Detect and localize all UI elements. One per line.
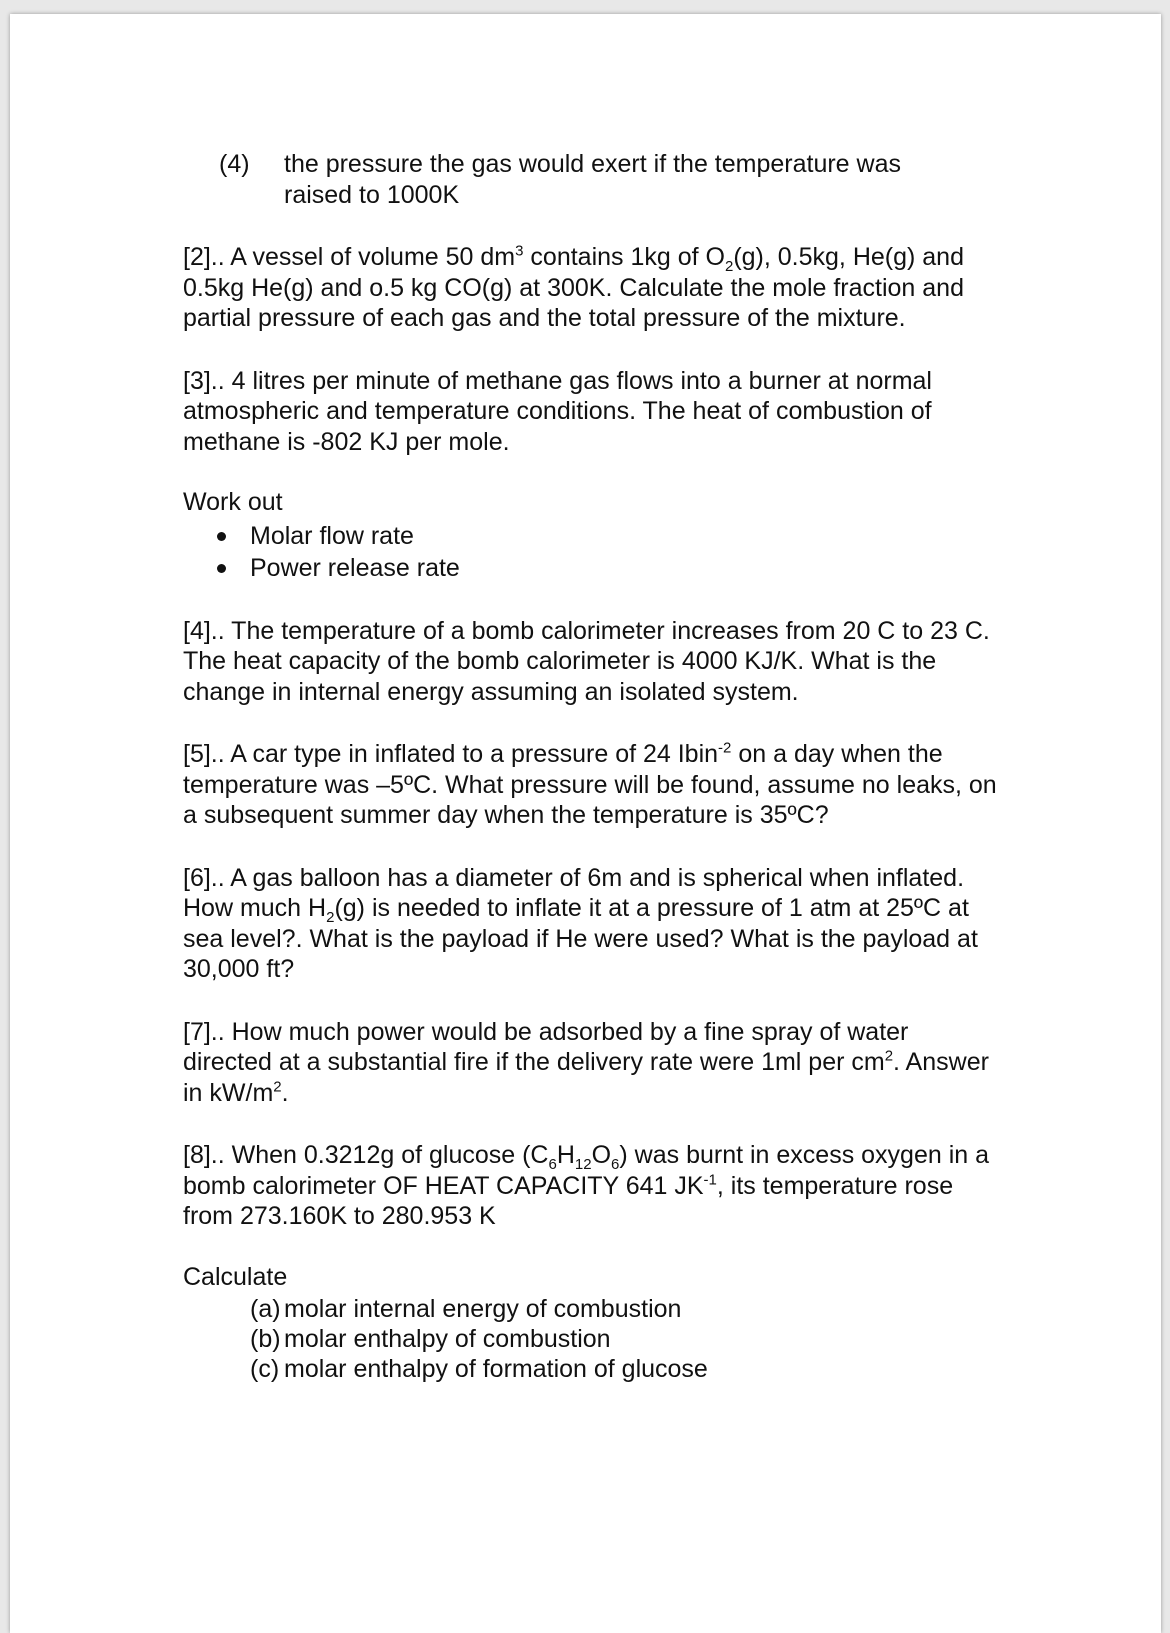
question-5: [5].. A car type in inflated to a pressure of 24 Ibin$^{-2}$ on a day when the temperature was –5ºC. What pressure will be found, assume no leaks, on a subsequent summer day when the temperature is 35ºC? xyxy=(183,739,997,829)
part-number: (4) xyxy=(219,150,250,178)
work-out-label: Work out xyxy=(183,488,283,516)
question-8: [8].. When 0.3212g of glucose $(C_6H_{12}O_6)$ was burnt in excess oxygen in a bomb calorimeter OF HEAT CAPACITY 641 $JK^{-1}$, its temperature rose from 273.160K to 280.953 K xyxy=(183,1141,990,1230)
question-7: [7].. How much power would be adsorbed by a fine spray of water directed at a substantial fire if the delivery rate were 1ml per $cm^2$. Answer in $kW/m^2$. xyxy=(183,1017,989,1107)
document-page xyxy=(10,14,1161,1633)
part-text xyxy=(284,149,901,210)
bullet-icon xyxy=(217,564,226,573)
part-text-line-1: the pressure the gas would exert if the temperature was xyxy=(284,150,901,178)
question-6: [6].. A gas balloon has a diameter of 6m and is spherical when inflated. How much $H_2(g)$ is needed to inflate it at a pressure of 1 atm at 25ºC at sea level?. What is the payload if He were used? What is the payload at 30,000 ft? xyxy=(183,863,978,983)
question-3: [3].. 4 litres per minute of methane gas flows into a burner at normal atmospheric and temperature conditions. The heat of combustion of methane is -802 KJ per mole. xyxy=(183,366,932,456)
calculate-label: Calculate xyxy=(183,1262,288,1291)
part-text-line-2: raised to 1000K xyxy=(284,180,460,209)
list-item: (c) molar enthalpy of formation of glucose xyxy=(250,1355,708,1383)
question-4: [4].. The temperature of a bomb calorimeter increases from 20 C to 23 C. The heat capacity of the bomb calorimeter is 4000 KJ/K. What is the change in internal energy assuming an isolated system. xyxy=(183,616,990,706)
calculate-list xyxy=(183,1294,1003,1384)
bullet-icon xyxy=(217,532,226,541)
question-1-part-4 xyxy=(219,149,1003,210)
list-item: Molar flow rate xyxy=(183,520,1003,552)
work-out-list xyxy=(183,520,1003,584)
document-content xyxy=(183,149,1003,1384)
list-item: (b) molar enthalpy of combustion xyxy=(250,1325,611,1353)
list-item: (a) molar internal energy of combustion xyxy=(250,1295,682,1323)
question-2: [2].. A vessel of volume 50 $dm^3$ contains 1kg of $O_2(g)$, 0.5kg, He(g) and 0.5kg He(g) and o.5 kg CO(g) at 300K. Calculate the mole fraction and partial pressure of each gas and the total pressure of the mixture. xyxy=(183,242,964,332)
list-item: Power release rate xyxy=(183,552,1003,584)
